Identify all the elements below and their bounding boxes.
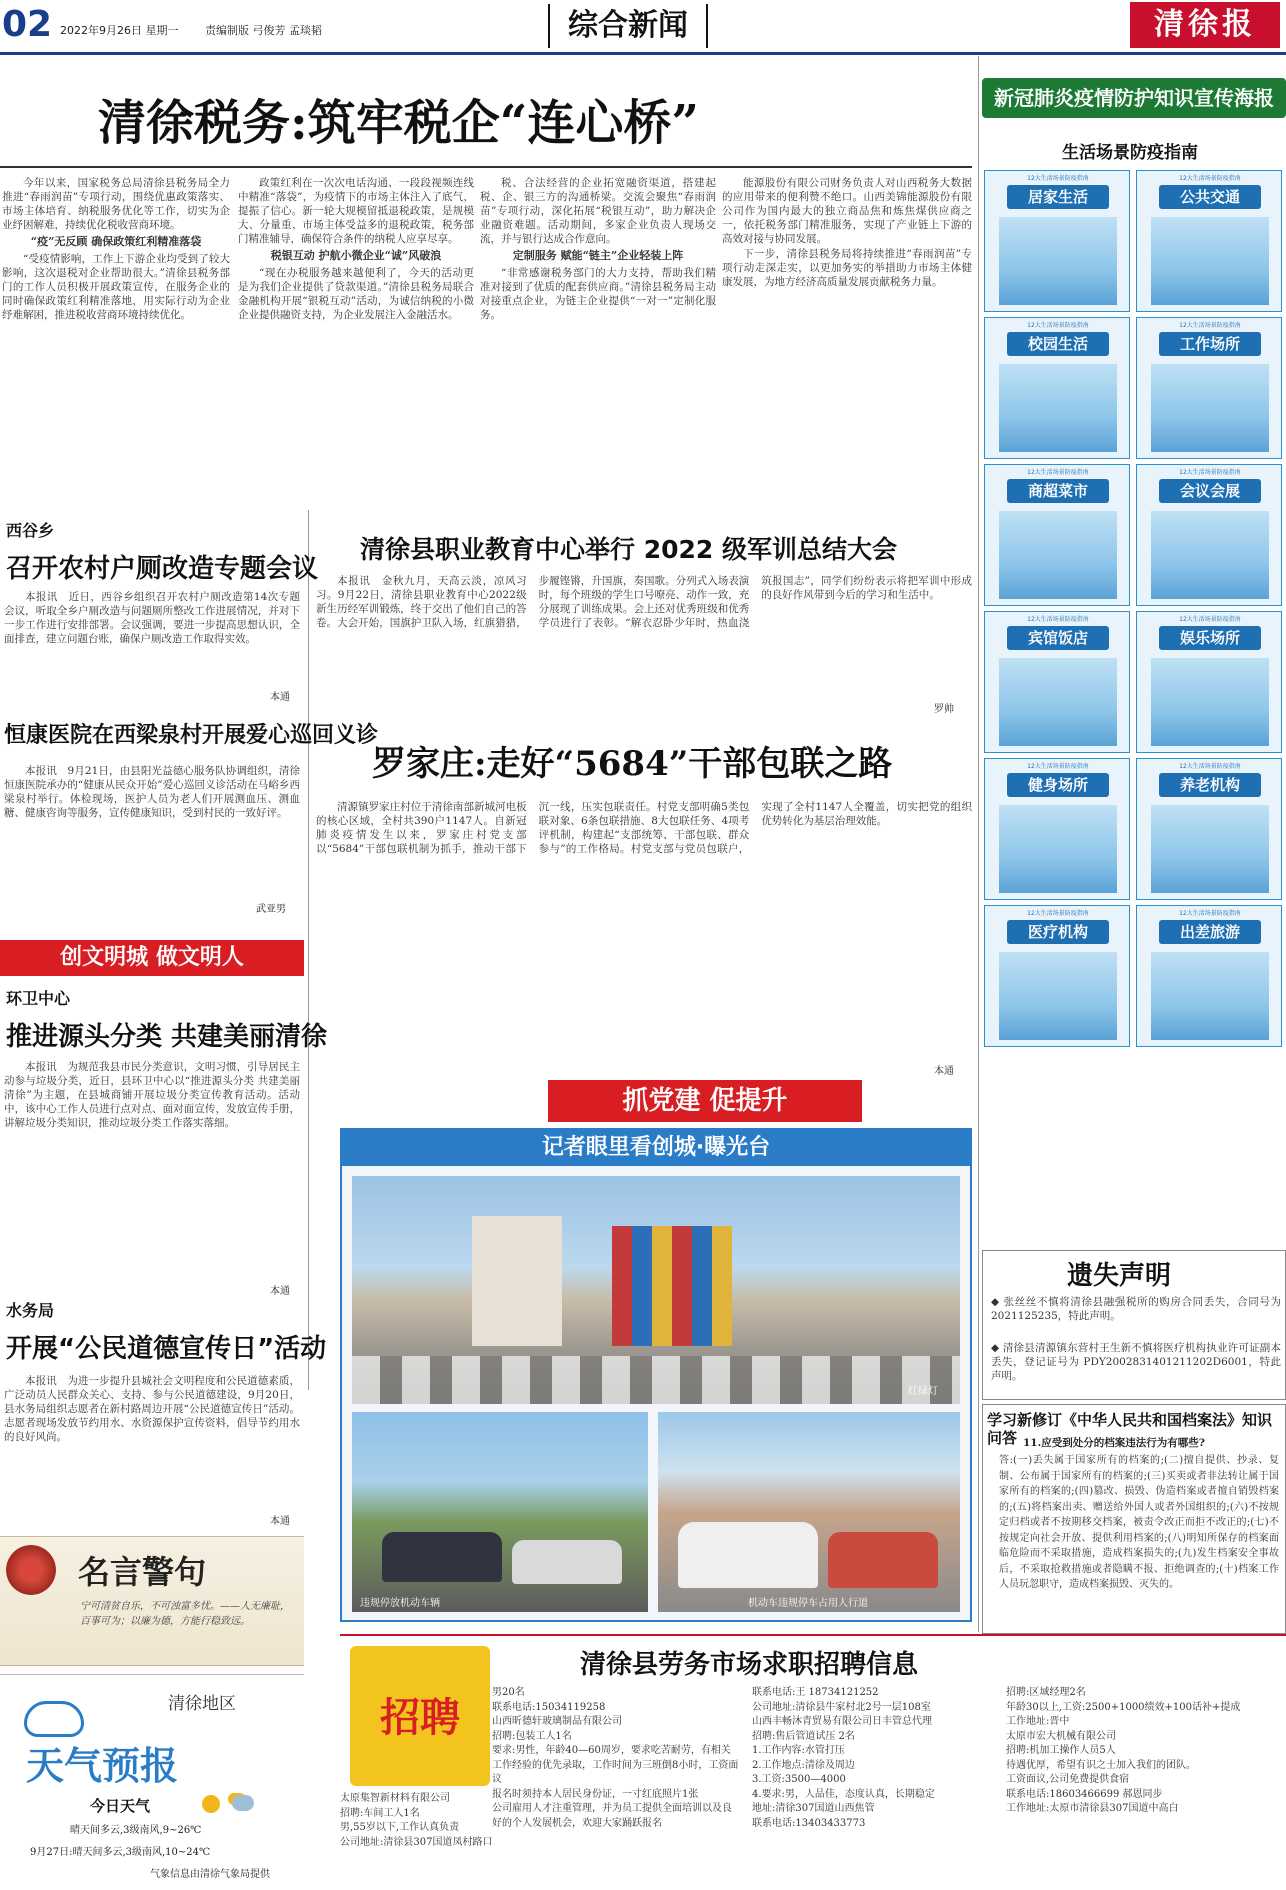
huanwei-headline: 推进源头分类 共建美丽清徐 [6,1022,328,1052]
gallery [340,1128,972,1622]
weather-region: 清徐地区 [168,1694,236,1714]
covid-card-title: 居家生活 [1007,185,1109,209]
covid-card-illustration [1151,952,1269,1040]
covid-card-illustration [1151,364,1269,452]
partly-cloudy-icon [232,1795,254,1811]
covid-card-caption: 12大生活场景防疫指南 [1179,910,1241,917]
masthead-rule [0,52,1286,55]
covid-card-illustration [999,952,1117,1040]
weather-tomorrow-line: 9月27日:晴天间多云,3级南风,10~24℃ [30,1847,211,1858]
huanwei-author: 本通 [270,1286,290,1297]
page-number: 02 [2,4,53,45]
covid-card-title: 工作场所 [1159,332,1261,356]
jobs-col-3: 招聘:区域经理2名 年龄30以上,工资:2500+1000绩效+100话补+提成 工作地址:晋中 太原市宏大机械有限公司 招聘:机加工操作人员5人 待遇优厚，希望有识之士加入我们的团队。 工资面议,公司免费提供食宿 联系电话:18603466699 郝恩同步 工作地址:太原市清徐县307国道中高白 [1006,1687,1241,1814]
covid-card-illustration [999,364,1117,452]
lead-col-1: 今年以来，国家税务总局清徐县税务局全力推进“春雨润苗”专项行动，围绕优惠政策落实、市场主体培育、纳税服务优化等工作，切实为企业纾困解难，持续优化税收营商环境。 “疫”无反顾 确保政策红利精准落袋 “受疫情影响，工作上下游企业均受到了较大影响，这次退税对企业帮助很大。”清徐县税务部门的工作人员积极开展政策宣传，在服务企业的同时确保政策红利精准落地，用实际行动为企业纾难解困，推进税收营商环境持续优化。 [2,177,230,321]
right-column-divider [978,56,979,1632]
huanwei-kicker: 环卫中心 [6,989,71,1008]
vocational-author: 罗帅 [934,704,954,715]
covid-card-illustration [999,658,1117,746]
paper-logo: 清徐报 [1130,2,1280,48]
hengkang-body: 本报讯 9月21日，由县阳光益德心服务队协调组织，清徐恒康医院承办的“健康从民众开始”爱心巡回义诊活动在马峪乡西梁泉村举行。体检现场，医护人员为老人们开展测血压、测血糖、健康咨询等服务，宣传健康知识，受到村民的一致好评。 [4,765,300,819]
covid-card-title: 商超菜市 [1007,479,1109,503]
covid-card [984,464,1130,606]
sun-icon [202,1795,220,1813]
civilization-banner: 创文明城 做文明人 [0,940,304,976]
shuiwu-headline: 开展“公民道德宣传日”活动 [6,1334,327,1364]
covid-card-caption: 12大生活场景防疫指南 [1179,469,1241,476]
motto-text: 宁可清贫自乐，不可浊富多忧。——人无廉耻，百事可为；以廉为德，方能行稳致远。 [80,1601,290,1627]
covid-panel [982,72,1286,1256]
covid-card [984,170,1130,312]
shuiwu-author: 本通 [270,1516,290,1527]
jobs-badge-label: 招聘 [380,1695,460,1741]
covid-card [984,317,1130,459]
jobs-section [340,1634,1286,1890]
huanwei-body: 本报讯 为规范我县市民分类意识，文明习惯，引导居民主动参与垃圾分类，近日，县环卫中心以“推进源头分类 共建美丽清徐”为主题，在县城商铺开展垃圾分类宣传教育活动。活动中，该中心工作人员进行点对点、面对面宣传，发放宣传手册，讲解垃圾分类知识，推动垃圾分类工作落实落细。 [4,1061,300,1129]
photo1-caption: 红绿灯 [908,1386,938,1397]
covid-grid [982,170,1286,1056]
covid-card-caption: 12大生活场景防疫指南 [1179,763,1241,770]
covid-card [1136,317,1282,459]
jobs-col-1b: 太原集智新材料有限公司 招聘:车间工人1名 男,55岁以下,工作认真负责 公司地址:清徐县307国道凤村路口 [340,1793,493,1848]
covid-subtitle: 生活场景防疫指南 [1062,143,1198,163]
covid-card-title: 宾馆饭店 [1007,626,1109,650]
archives-answer: 答:(一)丢失属于国家所有的档案的;(二)擅自提供、抄录、复制、公布属于国家所有的档案的;(三)买卖或者非法转让属于国家所有的档案的;(四)篡改、损毁、伪造档案或者擅自销毁档案的;(五)将档案出卖、赠送给外国人或者外国组织的;(六)不按规定归档或者不按期移交档案，被责令改正而拒不改正的;(七)不按规定向社会开放、提供利用档案的;(八)明知所保存的档案面临危险而不采取措施，造成档案损失的;(九)发生档案安全事故后，不采取抢救措施或者隐瞒不报、拒绝调查的;(十)档案工作人员玩忽职守，造成档案损毁、灭失的。 [999,1455,1279,1590]
lead-headline: 清徐税务:筑牢税企“连心桥” [98,95,699,151]
vocational-headline: 清徐县职业教育中心举行 2022 级军训总结大会 [360,535,897,564]
jobs-badge [350,1646,490,1786]
lead-rule [0,166,972,168]
gallery-title: 记者眼里看创城·曝光台 [342,1130,970,1166]
archives-title: 学习新修订《中华人民共和国档案法》知识问答 [987,1411,1273,1447]
jobs-col-2: 联系电话:王 18734121252 公司地址:清徐县牛家村北2号一层108室 山西丰畅沐青贸易有限公司日丰管总代理 招聘:售后管道试压 2名 1.工作内容:水管打压 2.工作地点:清徐及周边 3.工资:3500—4000 4.要求:男，人品佳，态度认真，长期稳定 地址:清徐307国道山西焦管 联系电话:13403433773 [752,1687,935,1829]
masthead [0,0,1286,56]
photo3-caption: 机动车违规停车占用人行道 [748,1598,868,1609]
xigu-headline: 召开农村户厕改造专题会议 [6,554,319,584]
archives-question: 11.应受到处分的档案违法行为有哪些? [1023,1437,1205,1449]
covid-card [984,905,1130,1047]
xigu-kicker: 西谷乡 [6,521,55,540]
covid-card-title: 会议会展 [1159,479,1261,503]
luojia-headline: 罗家庄:走好“5684”干部包联之路 [372,744,893,784]
covid-card-illustration [999,511,1117,599]
weather-box [0,1674,304,1890]
covid-card-illustration [1151,511,1269,599]
luojia-author: 本通 [934,1066,954,1077]
covid-card-caption: 12大生活场景防疫指南 [1027,616,1089,623]
covid-card-illustration [1151,217,1269,305]
covid-card-illustration [1151,658,1269,746]
lead-col-4: 能源股份有限公司财务负责人对山西税务大数据的应用带来的便利赞不绝口。山西美锦能源股份有限公司作为国内最大的独立商品焦和炼焦煤供应商之一，依托税务部门精准服务，实现了产业链上下游的高效对接与协同发展。 下一步，清徐县税务局将持续推进“春雨润苗”专项行动走深走实，以更加务实的举措助力市场主体健康发展，为地方经济高质量发展贡献税务力量。 [722,177,972,288]
weather-today: 今日天气 [90,1797,151,1815]
parking-photo-1 [352,1412,648,1612]
luojia-body: 清源镇罗家庄村位于清徐南部新城河电板的核心区域，全村共390户1147人。自新冠肺炎疫情发生以来，罗家庄村党支部以“5684”干部包联机制为抓手，推动干部下沉一线，压实包联责任。村党支部明确5类包联对象、6条包联措施、8大包联任务、4项考评机制，构建起“支部统筹、干部包联、群众参与”的工作格局。村党支部与党员包联户，实现了全村1147人全覆盖，切实把党的组织优势转化为基层治理效能。 [316,801,972,855]
covid-banner: 新冠肺炎疫情防护知识宣传海报 [982,78,1286,118]
covid-card-caption: 12大生活场景防疫指南 [1027,910,1089,917]
lead-col-2: 政策红利在一次次电话沟通、一段段视频连线中精准“落袋”，为疫情下的市场主体注入了底气，提振了信心。新一轮大规模留抵退税政策，是规模大、分量重、市场主体受益多的退税政策，税务部门精准辅导，确保符合条件的纳税人应享尽享。 税银互动 护航小微企业“诚”风破浪 “现在办税服务越来越便利了，今天的活动更是为我们企业提供了贷款渠道。”清徐县税务局联合金融机构开展“银税互动”活动，为诚信纳税的小微企业提供融资支持，为企业发展注入金融活水。 [238,177,474,321]
lost-body-1: ◆ 张丝丝不慎将清徐县融强税所的购房合同丢失，合同号为 2021125235，特此声明。 [991,1296,1281,1322]
covid-card-title: 娱乐场所 [1159,626,1261,650]
covid-card [984,611,1130,753]
lost-notice [982,1250,1286,1400]
lost-body-2: ◆ 清徐县清源镇东营村王生新不慎将医疗机构执业许可证副本丢失，登记证号为 PDY2002831401211202D6001，特此声明。 [991,1342,1281,1382]
covid-card-caption: 12大生活场景防疫指南 [1027,763,1089,770]
covid-card-caption: 12大生活场景防疫指南 [1179,616,1241,623]
covid-card-illustration [1151,805,1269,893]
parking-photo-2 [658,1412,960,1612]
covid-card-caption: 12大生活场景防疫指南 [1027,322,1089,329]
covid-card [1136,611,1282,753]
covid-card-title: 校园生活 [1007,332,1109,356]
lost-title: 遗失声明 [1067,1261,1172,1291]
covid-card-caption: 12大生活场景防疫指南 [1027,469,1089,476]
motto-title: 名言警句 [78,1553,207,1591]
weather-title: 天气预报 [26,1744,179,1788]
cloud-icon [24,1701,84,1737]
covid-card-title: 医疗机构 [1007,920,1109,944]
covid-card-caption: 12大生活场景防疫指南 [1027,175,1089,182]
weather-today-line: 晴天间多云,3级南风,9~26℃ [70,1825,202,1836]
covid-card [1136,464,1282,606]
crosswalk-photo [352,1176,960,1404]
jobs-title: 清徐县劳务市场求职招聘信息 [580,1650,919,1680]
lead-col-3: 税、合法经营的企业拓宽融资渠道，搭建起税、企、银三方的沟通桥梁。交流会聚焦“春雨润苗”专项行动，深化拓展“税银互动”，助力解决企业融资难题。活动期间，多家企业负责人现场交流，并与银行达成合作意向。 定制服务 赋能“链主”企业轻装上阵 “非常感谢税务部门的大力支持，帮助我们精准对接到了优质的配套供应商。”清徐县税务局主动对接重点企业，为链主企业提供“一对一”定制化服务。 [480,177,716,321]
xigu-body: 本报讯 近日，西谷乡组织召开农村户厕改造第14次专题会议，听取全乡户厕改造与问题厕所整改工作进展情况，并对下一步工作进行安排部署。会议强调，要进一步提高思想认识，全面排查，建立问题台账，确保户厕改造工作取得实效。 [4,591,300,645]
covid-card [1136,170,1282,312]
covid-card-caption: 12大生活场景防疫指南 [1179,175,1241,182]
weather-source: 气象信息由清徐气象局提供 [150,1869,270,1880]
shuiwu-body: 本报讯 为进一步提升县城社会文明程度和公民道德素质，广泛动员人民群众关心、支持、参与公民道德建设，9月20日，县水务局组织志愿者在新村路周边开展“公民道德宣传日”活动。志愿者现场发放节约用水、水资源保护宣传资料，倡导节约用水的良好风尚。 [4,1375,300,1443]
party-banner: 抓党建 促提升 [548,1080,862,1122]
flower-icon [6,1545,56,1595]
covid-card [1136,758,1282,900]
covid-card-illustration [999,805,1117,893]
covid-card-title: 出差旅游 [1159,920,1261,944]
shuiwu-kicker: 水务局 [6,1301,55,1320]
covid-card-caption: 12大生活场景防疫指南 [1179,322,1241,329]
covid-card-illustration [999,217,1117,305]
jobs-col-1: 男20名 联系电话:15034119258 山西昕德轩玻璃制品有限公司 招聘:包装工人1名 要求:男性，年龄40—60周岁，要求吃苦耐劳，有相关工作经验的优先录取，工作时间为三班倒8小时，工资面议 报名时须持本人居民身份证，一寸红底照片1张 公司雇用人才注重管理，并为员工提供全面培训以及良好的个人发展机会，欢迎大家踊跃报名 [492,1687,739,1829]
covid-card [1136,905,1282,1047]
photo2-caption: 违规停放机动车辆 [360,1598,440,1609]
covid-card [984,758,1130,900]
issue-date: 2022年9月26日 星期一 [60,24,179,37]
archives-qa [982,1404,1286,1634]
left-column-divider [308,510,309,1390]
editors: 责编制版 弓俊芳 孟琰韬 [205,24,322,37]
vocational-body: 本报讯 金秋九月，天高云淡，凉风习习。9月22日，清徐县职业教育中心2022级新生历经军训锻炼，终于交出了他们自己的答卷。大会开始，国旗护卫队入场，红旗猎猎，步履铿锵，升国旗，奏国歌。分列式入场表演时，每个班级的学生口号嘹亮、动作一致，充分展现了训练成果。会上还对优秀班级和优秀学员进行了表彰。“解衣忍卧少年时，热血浇筑报国志”，同学们纷纷表示将把军训中形成的良好作风带到今后的学习和生活中。 [316,575,972,629]
covid-card-title: 养老机构 [1159,773,1261,797]
covid-card-title: 健身场所 [1007,773,1109,797]
hengkang-author: 武亚男 [256,904,286,915]
hengkang-headline: 恒康医院在西梁泉村开展爱心巡回义诊 [4,723,379,748]
xigu-author: 本通 [270,692,290,703]
section-title: 综合新闻 [548,4,708,48]
motto-box [0,1536,304,1666]
covid-card-title: 公共交通 [1159,185,1261,209]
